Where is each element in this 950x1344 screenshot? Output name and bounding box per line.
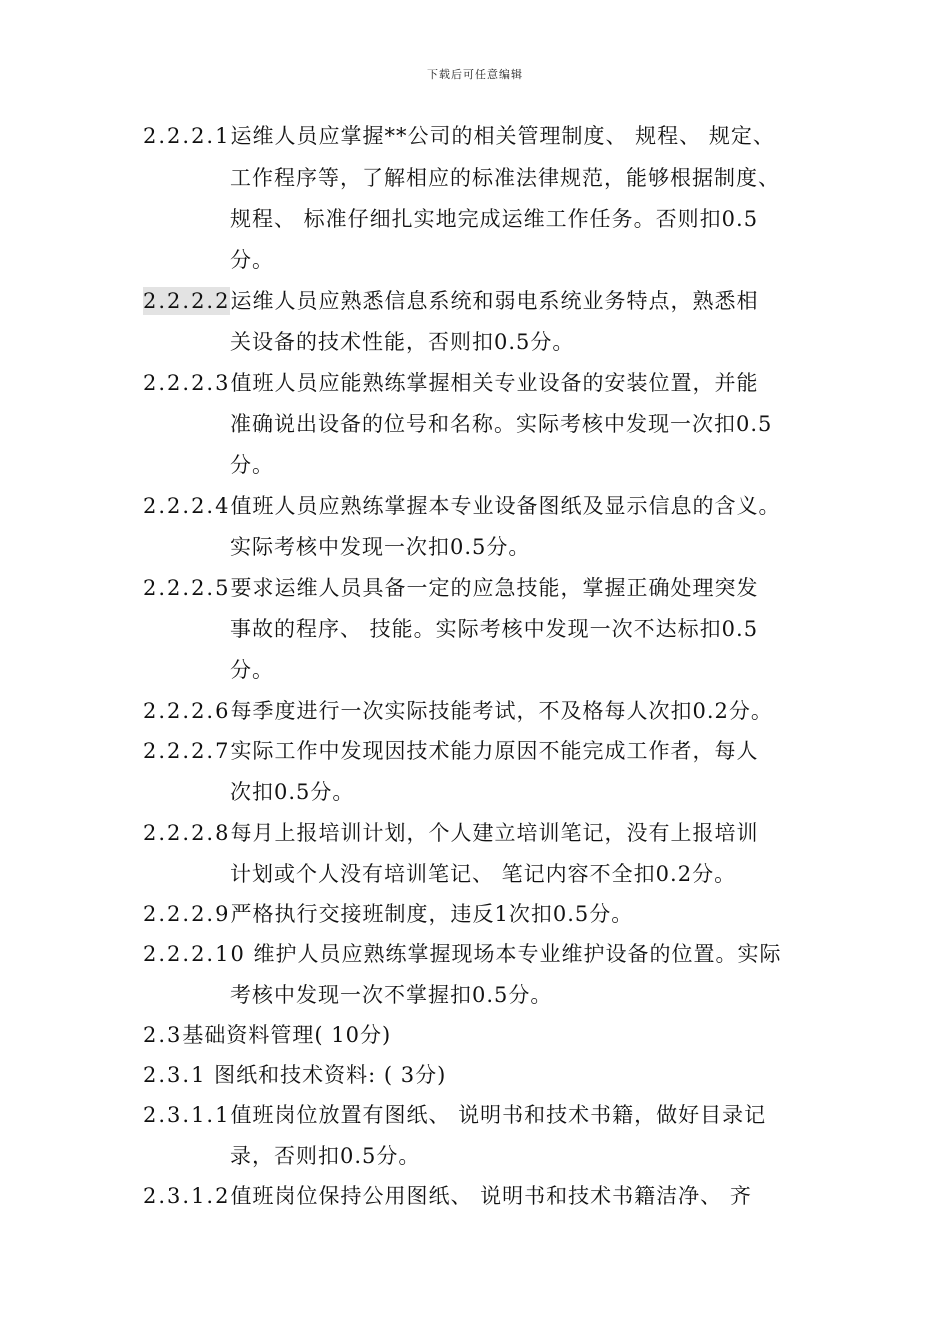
item-text: 值班岗位放置有图纸、 说明书和技术书籍，做好目录记	[230, 1103, 767, 1127]
item-line	[143, 1182, 752, 1210]
item-number: 2.2.2.9	[143, 902, 231, 926]
item-line: 工作程序等，了解相应的标准法律规范，能够根据制度、	[230, 166, 780, 190]
section-number: 2.3	[143, 1023, 183, 1047]
item-line	[143, 1101, 766, 1129]
item-number: 2.2.2.10	[143, 942, 246, 966]
section-title: 基础资料管理( 10分)	[182, 1023, 392, 1047]
item-number-highlighted: 2.2.2.2	[143, 289, 231, 313]
subsection-heading	[143, 1061, 446, 1089]
item-text: 实际工作中发现因技术能力原因不能完成工作者，每人	[230, 739, 759, 763]
item-line	[143, 369, 758, 397]
item-line: 关设备的技术性能，否则扣0.5分。	[230, 330, 575, 354]
item-text: 值班岗位保持公用图纸、 说明书和技术书籍洁净、 齐	[230, 1184, 752, 1208]
item-line: 计划或个人没有培训笔记、 笔记内容不全扣0.2分。	[230, 862, 737, 886]
item-line: 分。	[230, 248, 274, 272]
item-line: 准确说出设备的位号和名称。实际考核中发现一次扣0.5	[230, 412, 773, 436]
item-number: 2.3.1.1	[143, 1103, 231, 1127]
item-line	[143, 819, 758, 847]
item-line	[143, 122, 775, 150]
page-header: 下载后可任意编辑	[427, 68, 523, 81]
item-line: 规程、 标准仔细扎实地完成运维工作任务。否则扣0.5	[230, 207, 759, 231]
item-line: 分。	[230, 658, 274, 682]
item-number: 2.3.1.2	[143, 1184, 231, 1208]
item-number: 2.2.2.7	[143, 739, 231, 763]
subsection-title: 图纸和技术资料: ( 3分)	[206, 1063, 447, 1087]
item-number: 2.2.2.6	[143, 699, 231, 723]
item-line	[143, 737, 758, 765]
item-line	[143, 287, 758, 315]
item-number: 2.2.2.5	[143, 576, 231, 600]
item-text: 每月上报培训计划，个人建立培训笔记，没有上报培训	[230, 821, 759, 845]
item-text: 严格执行交接班制度，违反1次扣0.5分。	[230, 902, 634, 926]
item-text: 值班人员应熟练掌握本专业设备图纸及显示信息的含义。	[230, 494, 781, 518]
item-line: 分。	[230, 453, 274, 477]
item-text: 运维人员应熟悉信息系统和弱电系统业务特点，熟悉相	[230, 289, 759, 313]
item-number: 2.2.2.4	[143, 494, 231, 518]
item-text: 要求运维人员具备一定的应急技能，掌握正确处理突发	[230, 576, 759, 600]
item-text: 每季度进行一次实际技能考试，不及格每人次扣0.2分。	[230, 699, 773, 723]
item-line	[143, 574, 758, 602]
item-line	[143, 900, 633, 928]
item-text: 维护人员应熟练掌握现场本专业维护设备的位置。实际	[245, 942, 782, 966]
item-line	[143, 492, 780, 520]
item-text: 运维人员应掌握**公司的相关管理制度、 规程、 规定、	[230, 124, 775, 148]
section-heading	[143, 1021, 391, 1049]
item-line: 实际考核中发现一次扣0.5分。	[230, 535, 531, 559]
item-line: 录，否则扣0.5分。	[230, 1144, 421, 1168]
item-number: 2.2.2.1	[143, 124, 231, 148]
item-number: 2.2.2.3	[143, 371, 231, 395]
item-line: 次扣0.5分。	[230, 780, 355, 804]
subsection-number: 2.3.1	[143, 1063, 207, 1087]
item-line: 考核中发现一次不掌握扣0.5分。	[230, 983, 553, 1007]
item-line	[143, 697, 773, 725]
item-line	[143, 940, 782, 968]
item-number: 2.2.2.8	[143, 821, 231, 845]
item-text: 值班人员应能熟练掌握相关专业设备的安装位置，并能	[230, 371, 759, 395]
item-line: 事故的程序、 技能。实际考核中发现一次不达标扣0.5	[230, 617, 759, 641]
